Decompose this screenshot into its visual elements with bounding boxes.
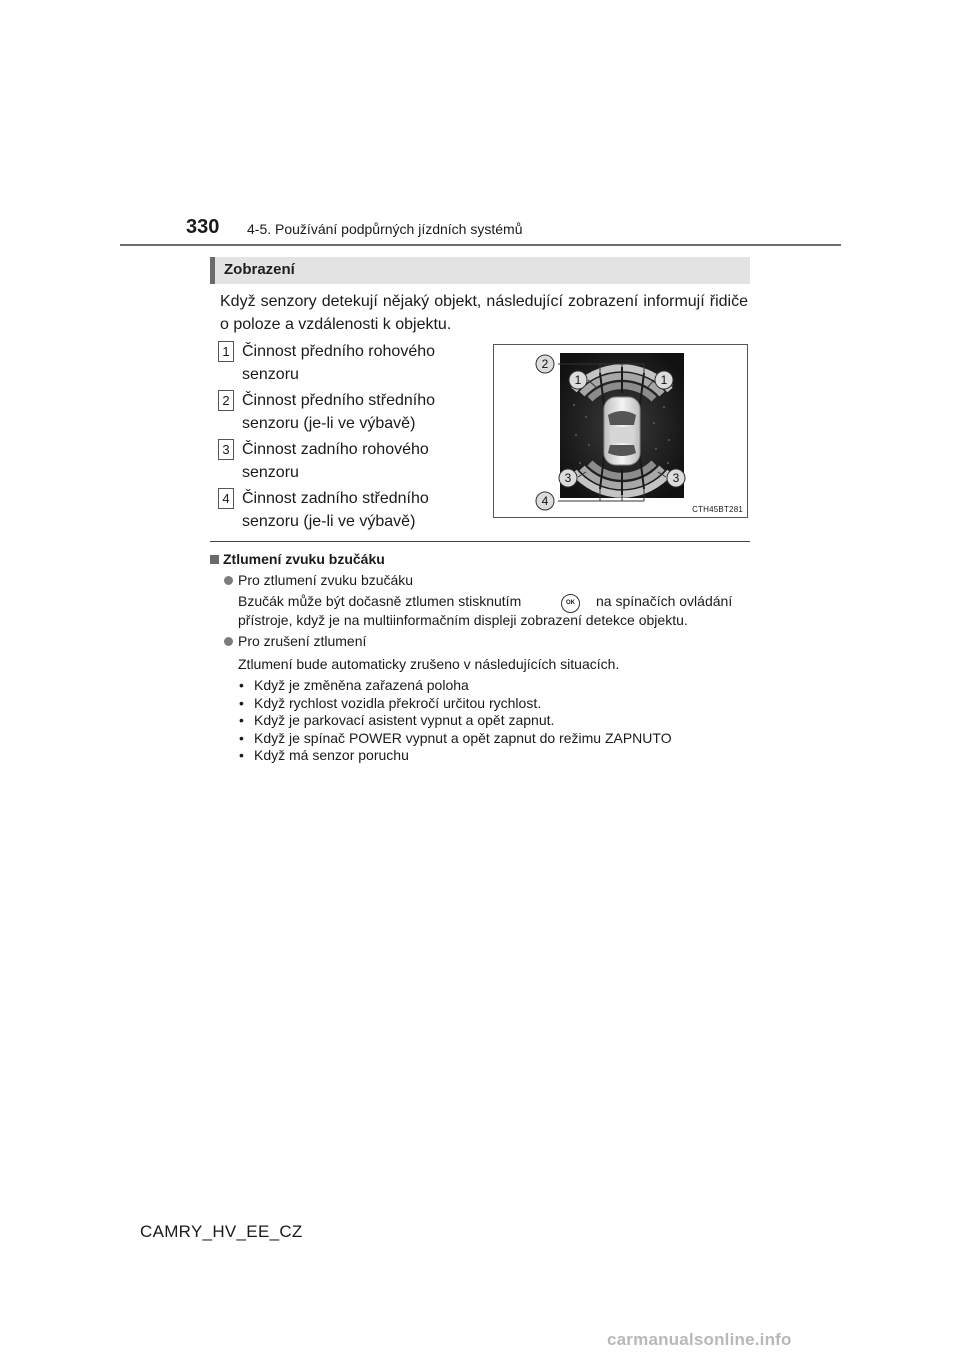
mute-heading-text: Ztlumení zvuku bzučáku bbox=[223, 551, 385, 567]
callout-3-left bbox=[559, 469, 577, 487]
bullet-heading-text: Pro zrušení ztlumení bbox=[238, 633, 367, 649]
parking-sensor-figure bbox=[493, 344, 748, 518]
list-item: • Když má senzor poruchu bbox=[238, 747, 672, 765]
sensor-display-illustration bbox=[494, 345, 747, 517]
callout-4 bbox=[536, 492, 554, 510]
footer-model-code: CAMRY_HV_EE_CZ bbox=[140, 1222, 303, 1241]
square-bullet-icon bbox=[210, 555, 219, 564]
header-divider bbox=[120, 244, 841, 246]
svg-text:3: 3 bbox=[672, 471, 680, 485]
circle-bullet-icon bbox=[224, 576, 233, 585]
circle-bullet-icon bbox=[224, 637, 233, 646]
cancel-paragraph: Ztlumení bude automaticky zrušeno v následujících situacích. bbox=[238, 656, 620, 672]
mute-text-b: na spínačích ovládání bbox=[596, 593, 733, 609]
item-text: Činnost předního rohového senzoru bbox=[242, 343, 436, 383]
watermark: carmanualsonline.info bbox=[607, 1330, 792, 1349]
svg-text:4: 4 bbox=[541, 494, 549, 508]
item-text: Činnost zadního rohového senzoru bbox=[242, 441, 429, 481]
ok-button-icon: OK bbox=[561, 594, 580, 613]
item-number: 3 bbox=[218, 439, 234, 460]
heading-bar bbox=[210, 257, 750, 284]
mute-text-c: přístroje, když je na multiinformačním displeji zobrazení detekce objektu. bbox=[238, 612, 688, 628]
callout-3-right bbox=[667, 469, 685, 487]
section-divider bbox=[210, 541, 750, 542]
item-text: Činnost zadního středního senzoru (je-li ve výbavě) bbox=[242, 490, 429, 530]
svg-text:1: 1 bbox=[660, 373, 668, 387]
callout-2 bbox=[536, 355, 554, 373]
item-text: Činnost předního středního senzoru (je-li ve výbavě) bbox=[242, 392, 436, 432]
svg-text:1: 1 bbox=[574, 373, 582, 387]
mute-heading bbox=[210, 551, 385, 567]
mute-text-a: Bzučák může být dočasně ztlumen stisknutím bbox=[238, 593, 522, 609]
heading-title: Zobrazení bbox=[224, 261, 295, 278]
svg-text:2: 2 bbox=[541, 357, 549, 371]
list-item: • Když je parkovací asistent vypnut a opět zapnut. bbox=[238, 712, 672, 730]
cancel-conditions-list bbox=[238, 677, 672, 765]
bullet-heading-text: Pro ztlumení zvuku bzučáku bbox=[238, 572, 414, 588]
page-number: 330 bbox=[186, 216, 220, 238]
mute-paragraph bbox=[238, 592, 750, 630]
section-title: 4-5. Používání podpůrných jízdních systémů bbox=[247, 221, 523, 237]
bullet-heading bbox=[224, 633, 366, 649]
item-number: 2 bbox=[218, 390, 234, 411]
list-item: • Když je změněna zařazená poloha bbox=[238, 677, 672, 695]
bullet-heading bbox=[224, 572, 413, 588]
callout-1-left bbox=[569, 371, 587, 389]
callout-1-right bbox=[655, 371, 673, 389]
list-item: • Když rychlost vozidla překročí určitou rychlost. bbox=[238, 695, 672, 713]
figure-code: CTH45BT281 bbox=[692, 505, 743, 514]
intro-paragraph: Když senzory detekují nějaký objekt, následující zobrazení informují řidiče o poloze a vzdálenosti k objektu. bbox=[220, 293, 748, 333]
item-number: 4 bbox=[218, 488, 234, 509]
list-item: • Když je spínač POWER vypnut a opět zapnut do režimu ZAPNUTO bbox=[238, 730, 672, 748]
svg-text:3: 3 bbox=[564, 471, 572, 485]
item-number: 1 bbox=[218, 341, 234, 362]
